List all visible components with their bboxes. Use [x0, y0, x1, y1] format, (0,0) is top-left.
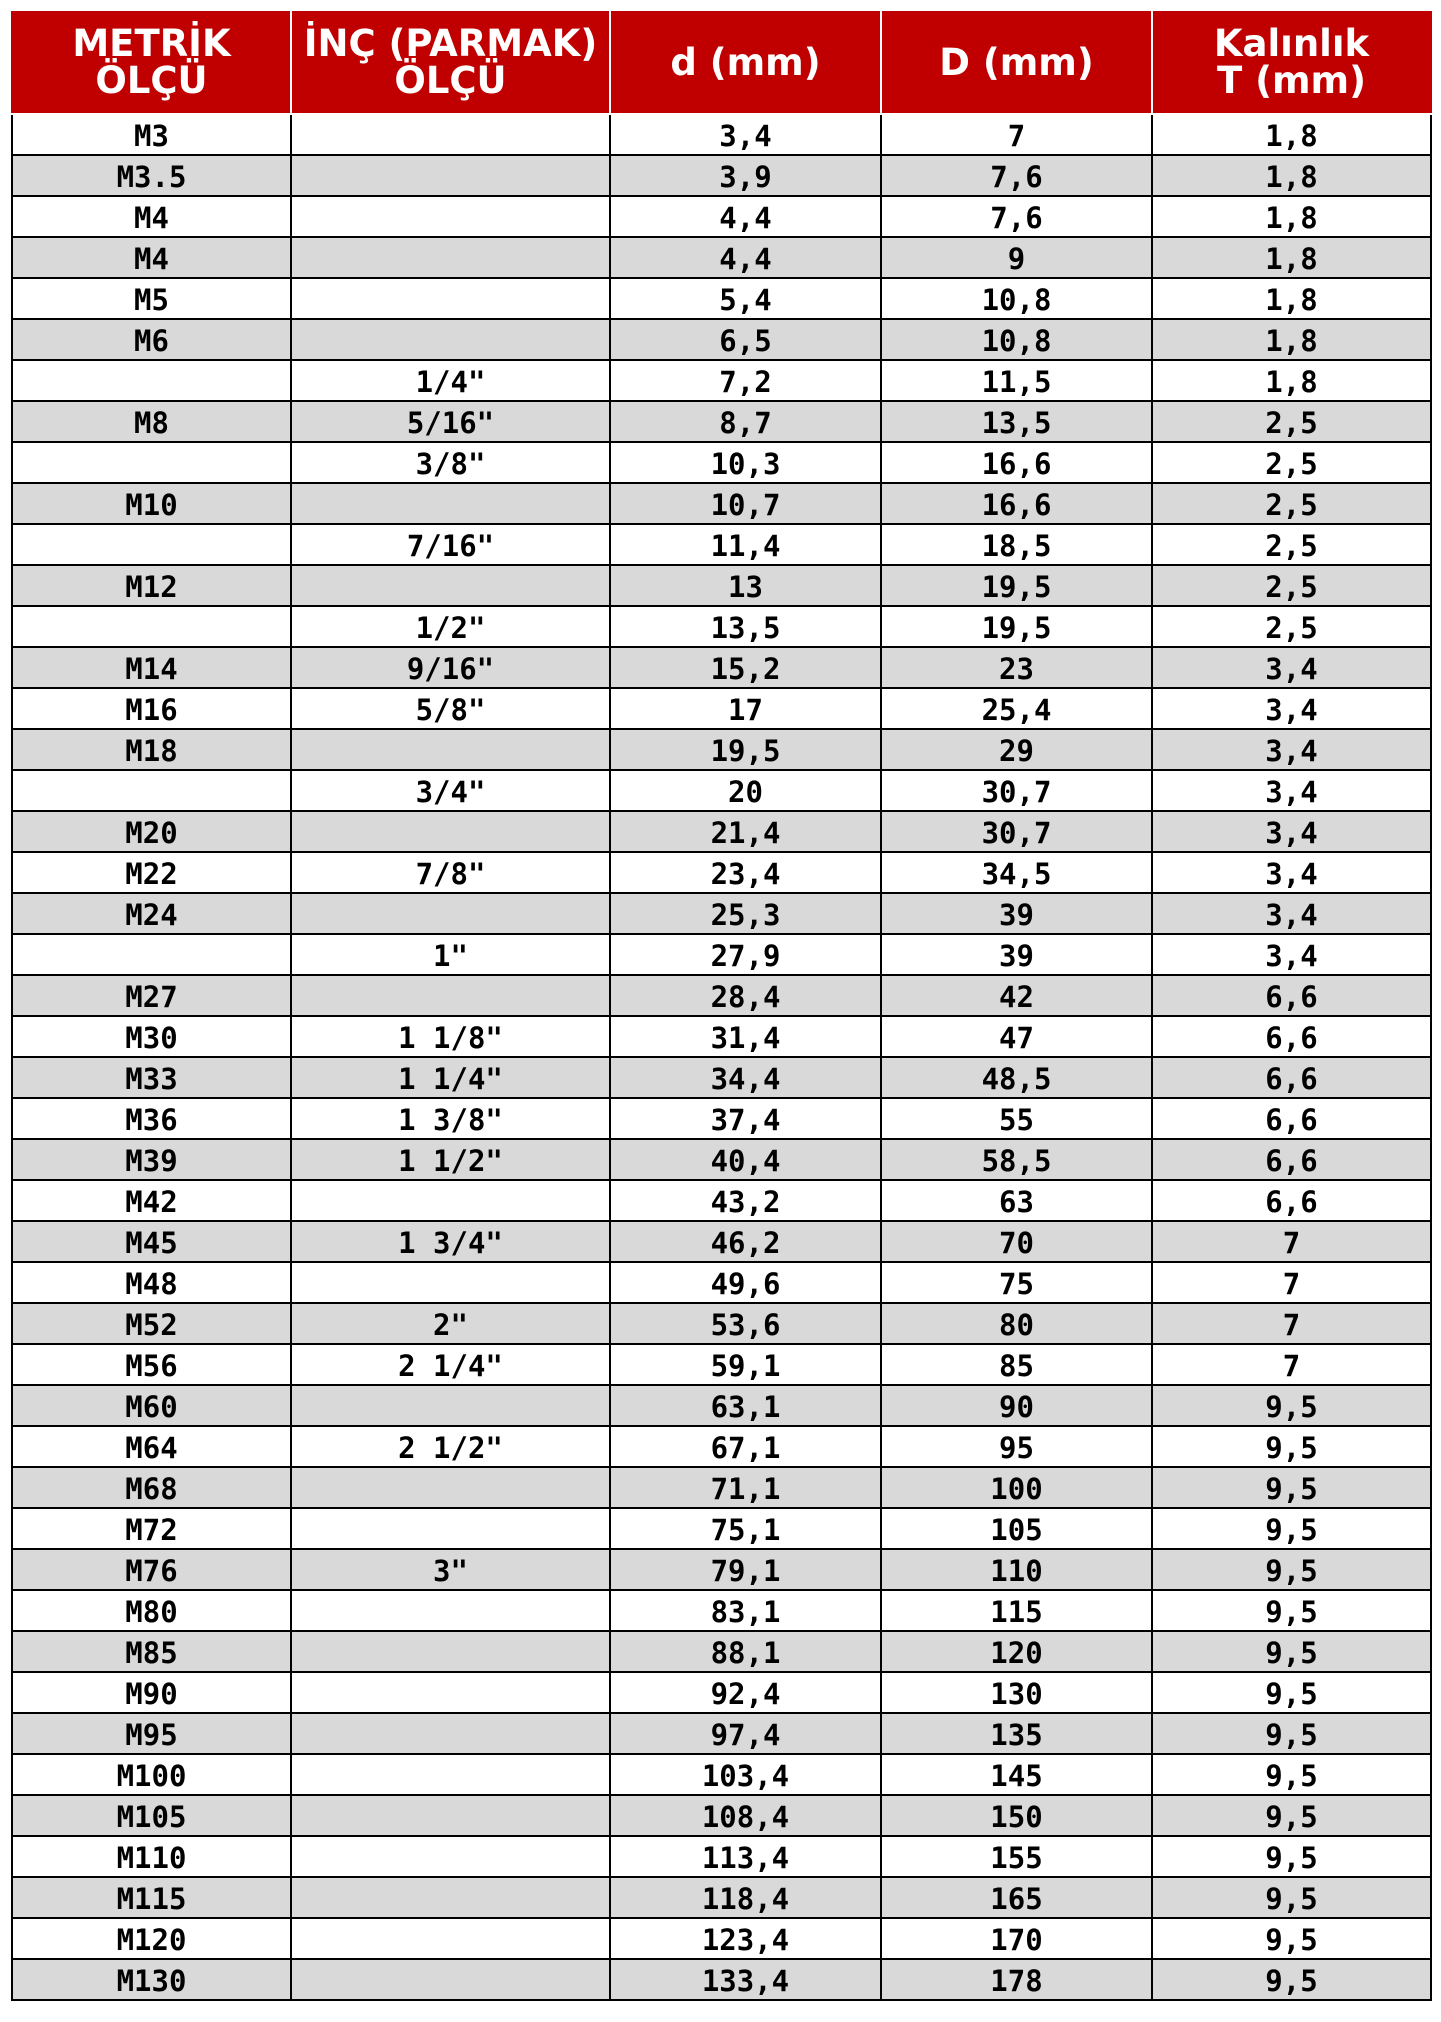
metric-size-cell: M22: [12, 852, 291, 893]
metric-size-cell: [12, 770, 291, 811]
thickness-cell: 9,5: [1152, 1549, 1431, 1590]
inch-size-cell: 3/4": [291, 770, 610, 811]
metric-size-cell: [12, 934, 291, 975]
outer-diameter-cell: 95: [881, 1426, 1152, 1467]
inch-size-cell: [291, 1262, 610, 1303]
metric-size-cell: M3: [12, 114, 291, 155]
inch-size-cell: 1/2": [291, 606, 610, 647]
inch-size-cell: 1 3/4": [291, 1221, 610, 1262]
outer-diameter-cell: 39: [881, 934, 1152, 975]
outer-diameter-cell: 115: [881, 1590, 1152, 1631]
inner-diameter-cell: 28,4: [610, 975, 881, 1016]
metric-size-cell: [12, 606, 291, 647]
header-metric-line1: METRİK: [72, 22, 231, 65]
metric-size-cell: [12, 442, 291, 483]
table-row: [12, 1426, 1431, 1467]
inner-diameter-cell: 108,4: [610, 1795, 881, 1836]
inner-diameter-cell: 7,2: [610, 360, 881, 401]
inner-diameter-cell: 118,4: [610, 1877, 881, 1918]
inch-size-cell: [291, 1467, 610, 1508]
header-inner-diameter: [610, 11, 881, 114]
inner-diameter-cell: 63,1: [610, 1385, 881, 1426]
outer-diameter-cell: 18,5: [881, 524, 1152, 565]
thickness-cell: 9,5: [1152, 1918, 1431, 1959]
metric-size-cell: M24: [12, 893, 291, 934]
table-row: [12, 401, 1431, 442]
table-row: [12, 237, 1431, 278]
metric-size-cell: M20: [12, 811, 291, 852]
inch-size-cell: 9/16": [291, 647, 610, 688]
outer-diameter-cell: 39: [881, 893, 1152, 934]
table-row: [12, 770, 1431, 811]
thickness-cell: 9,5: [1152, 1508, 1431, 1549]
metric-size-cell: M5: [12, 278, 291, 319]
table-row: [12, 1057, 1431, 1098]
inner-diameter-cell: 92,4: [610, 1672, 881, 1713]
metric-size-cell: M45: [12, 1221, 291, 1262]
inch-size-cell: [291, 1836, 610, 1877]
metric-size-cell: M16: [12, 688, 291, 729]
thickness-cell: 1,8: [1152, 237, 1431, 278]
outer-diameter-cell: 58,5: [881, 1139, 1152, 1180]
outer-diameter-cell: 34,5: [881, 852, 1152, 893]
header-metric-size: [12, 11, 291, 114]
inch-size-cell: 5/16": [291, 401, 610, 442]
metric-size-cell: M110: [12, 1836, 291, 1877]
table-row: [12, 196, 1431, 237]
inch-size-cell: [291, 1877, 610, 1918]
thickness-cell: 9,5: [1152, 1426, 1431, 1467]
outer-diameter-cell: 55: [881, 1098, 1152, 1139]
inch-size-cell: [291, 278, 610, 319]
table-row: [12, 729, 1431, 770]
inner-diameter-cell: 19,5: [610, 729, 881, 770]
inch-size-cell: [291, 1795, 610, 1836]
inner-diameter-cell: 21,4: [610, 811, 881, 852]
thickness-cell: 3,4: [1152, 647, 1431, 688]
inner-diameter-cell: 113,4: [610, 1836, 881, 1877]
inner-diameter-cell: 8,7: [610, 401, 881, 442]
inner-diameter-cell: 6,5: [610, 319, 881, 360]
header-metric-line2: ÖLÇÜ: [95, 59, 208, 102]
inner-diameter-cell: 83,1: [610, 1590, 881, 1631]
outer-diameter-cell: 85: [881, 1344, 1152, 1385]
outer-diameter-cell: 30,7: [881, 811, 1152, 852]
inch-size-cell: 1 1/4": [291, 1057, 610, 1098]
inner-diameter-cell: 13: [610, 565, 881, 606]
inch-size-cell: 2 1/2": [291, 1426, 610, 1467]
inch-size-cell: [291, 975, 610, 1016]
table-row: [12, 893, 1431, 934]
inner-diameter-cell: 34,4: [610, 1057, 881, 1098]
inner-diameter-cell: 11,4: [610, 524, 881, 565]
inch-size-cell: [291, 114, 610, 155]
table-row: [12, 319, 1431, 360]
metric-size-cell: M85: [12, 1631, 291, 1672]
thickness-cell: 1,8: [1152, 114, 1431, 155]
inner-diameter-cell: 133,4: [610, 1959, 881, 2000]
table-row: [12, 1344, 1431, 1385]
inch-size-cell: [291, 196, 610, 237]
outer-diameter-cell: 16,6: [881, 483, 1152, 524]
thickness-cell: 9,5: [1152, 1713, 1431, 1754]
inner-diameter-cell: 71,1: [610, 1467, 881, 1508]
thickness-cell: 7: [1152, 1303, 1431, 1344]
thickness-cell: 7: [1152, 1344, 1431, 1385]
inch-size-cell: [291, 729, 610, 770]
inch-size-cell: 7/16": [291, 524, 610, 565]
outer-diameter-cell: 9: [881, 237, 1152, 278]
inch-size-cell: [291, 893, 610, 934]
inner-diameter-cell: 17: [610, 688, 881, 729]
inch-size-cell: [291, 237, 610, 278]
outer-diameter-cell: 80: [881, 1303, 1152, 1344]
metric-size-cell: M12: [12, 565, 291, 606]
table-row: [12, 1959, 1431, 2000]
table-row: [12, 1221, 1431, 1262]
header-outer-diameter-label: D (mm): [939, 40, 1094, 84]
outer-diameter-cell: 155: [881, 1836, 1152, 1877]
inner-diameter-cell: 59,1: [610, 1344, 881, 1385]
table-row: [12, 1016, 1431, 1057]
metric-size-cell: M18: [12, 729, 291, 770]
inner-diameter-cell: 37,4: [610, 1098, 881, 1139]
outer-diameter-cell: 29: [881, 729, 1152, 770]
inch-size-cell: 2": [291, 1303, 610, 1344]
inner-diameter-cell: 13,5: [610, 606, 881, 647]
metric-size-cell: M80: [12, 1590, 291, 1631]
inner-diameter-cell: 4,4: [610, 196, 881, 237]
outer-diameter-cell: 13,5: [881, 401, 1152, 442]
header-row: [12, 11, 1431, 114]
metric-size-cell: [12, 360, 291, 401]
outer-diameter-cell: 130: [881, 1672, 1152, 1713]
thickness-cell: 3,4: [1152, 729, 1431, 770]
metric-size-cell: M130: [12, 1959, 291, 2000]
outer-diameter-cell: 105: [881, 1508, 1152, 1549]
inner-diameter-cell: 49,6: [610, 1262, 881, 1303]
inner-diameter-cell: 75,1: [610, 1508, 881, 1549]
inner-diameter-cell: 88,1: [610, 1631, 881, 1672]
thickness-cell: 2,5: [1152, 606, 1431, 647]
inner-diameter-cell: 103,4: [610, 1754, 881, 1795]
table-row: [12, 1754, 1431, 1795]
outer-diameter-cell: 23: [881, 647, 1152, 688]
header-inch-line2: ÖLÇÜ: [394, 59, 507, 102]
inch-size-cell: [291, 565, 610, 606]
outer-diameter-cell: 11,5: [881, 360, 1152, 401]
outer-diameter-cell: 48,5: [881, 1057, 1152, 1098]
outer-diameter-cell: 165: [881, 1877, 1152, 1918]
inch-size-cell: [291, 1631, 610, 1672]
inner-diameter-cell: 10,3: [610, 442, 881, 483]
metric-size-cell: M27: [12, 975, 291, 1016]
table-row: [12, 360, 1431, 401]
metric-size-cell: M6: [12, 319, 291, 360]
inch-size-cell: [291, 319, 610, 360]
thickness-cell: 9,5: [1152, 1877, 1431, 1918]
inch-size-cell: 2 1/4": [291, 1344, 610, 1385]
table-row: [12, 278, 1431, 319]
table-row: [12, 1508, 1431, 1549]
header-outer-diameter: [881, 11, 1152, 114]
outer-diameter-cell: 63: [881, 1180, 1152, 1221]
outer-diameter-cell: 135: [881, 1713, 1152, 1754]
table-row: [12, 688, 1431, 729]
thickness-cell: 1,8: [1152, 155, 1431, 196]
outer-diameter-cell: 16,6: [881, 442, 1152, 483]
inch-size-cell: [291, 483, 610, 524]
metric-size-cell: M33: [12, 1057, 291, 1098]
metric-size-cell: M48: [12, 1262, 291, 1303]
inner-diameter-cell: 97,4: [610, 1713, 881, 1754]
inch-size-cell: 3/8": [291, 442, 610, 483]
table-body: [12, 114, 1431, 2000]
metric-size-cell: M52: [12, 1303, 291, 1344]
metric-size-cell: M68: [12, 1467, 291, 1508]
size-table-wrapper: [11, 11, 1430, 2001]
inch-size-cell: [291, 1180, 610, 1221]
inner-diameter-cell: 10,7: [610, 483, 881, 524]
table-row: [12, 811, 1431, 852]
metric-size-cell: M64: [12, 1426, 291, 1467]
outer-diameter-cell: 75: [881, 1262, 1152, 1303]
header-thickness-line1: Kalınlık: [1213, 22, 1370, 65]
thickness-cell: 3,4: [1152, 770, 1431, 811]
metric-size-cell: M76: [12, 1549, 291, 1590]
thickness-cell: 3,4: [1152, 934, 1431, 975]
table-row: [12, 114, 1431, 155]
inner-diameter-cell: 23,4: [610, 852, 881, 893]
inch-size-cell: [291, 1508, 610, 1549]
thickness-cell: 9,5: [1152, 1959, 1431, 2000]
thickness-cell: 6,6: [1152, 1098, 1431, 1139]
table-row: [12, 975, 1431, 1016]
inch-size-cell: 1 1/2": [291, 1139, 610, 1180]
thickness-cell: 2,5: [1152, 565, 1431, 606]
metric-size-cell: M4: [12, 237, 291, 278]
thickness-cell: 1,8: [1152, 360, 1431, 401]
metric-size-cell: M115: [12, 1877, 291, 1918]
thickness-cell: 9,5: [1152, 1795, 1431, 1836]
inch-size-cell: [291, 155, 610, 196]
metric-size-cell: M8: [12, 401, 291, 442]
thickness-cell: 3,4: [1152, 852, 1431, 893]
header-inner-diameter-label: d (mm): [670, 40, 821, 84]
metric-size-cell: M120: [12, 1918, 291, 1959]
table-row: [12, 1303, 1431, 1344]
inner-diameter-cell: 4,4: [610, 237, 881, 278]
outer-diameter-cell: 145: [881, 1754, 1152, 1795]
inch-size-cell: [291, 1918, 610, 1959]
metric-size-cell: M60: [12, 1385, 291, 1426]
table-row: [12, 1180, 1431, 1221]
thickness-cell: 2,5: [1152, 524, 1431, 565]
table-row: [12, 606, 1431, 647]
table-row: [12, 1877, 1431, 1918]
thickness-cell: 9,5: [1152, 1467, 1431, 1508]
thickness-cell: 1,8: [1152, 319, 1431, 360]
outer-diameter-cell: 25,4: [881, 688, 1152, 729]
header-thickness: [1152, 11, 1431, 114]
metric-size-cell: M36: [12, 1098, 291, 1139]
header-inch-size: [291, 11, 610, 114]
thickness-cell: 6,6: [1152, 975, 1431, 1016]
metric-size-cell: [12, 524, 291, 565]
inch-size-cell: 1 3/8": [291, 1098, 610, 1139]
inch-size-cell: [291, 1959, 610, 2000]
table-row: [12, 1262, 1431, 1303]
table-row: [12, 1713, 1431, 1754]
metric-size-cell: M42: [12, 1180, 291, 1221]
thickness-cell: 9,5: [1152, 1672, 1431, 1713]
thickness-cell: 2,5: [1152, 483, 1431, 524]
outer-diameter-cell: 178: [881, 1959, 1152, 2000]
washer-size-table: [11, 11, 1432, 2001]
metric-size-cell: M90: [12, 1672, 291, 1713]
table-row: [12, 1098, 1431, 1139]
thickness-cell: 9,5: [1152, 1590, 1431, 1631]
outer-diameter-cell: 10,8: [881, 278, 1152, 319]
thickness-cell: 1,8: [1152, 196, 1431, 237]
thickness-cell: 2,5: [1152, 401, 1431, 442]
outer-diameter-cell: 90: [881, 1385, 1152, 1426]
outer-diameter-cell: 19,5: [881, 565, 1152, 606]
inch-size-cell: [291, 1590, 610, 1631]
inch-size-cell: [291, 1713, 610, 1754]
table-row: [12, 524, 1431, 565]
metric-size-cell: M4: [12, 196, 291, 237]
table-row: [12, 483, 1431, 524]
header-inch-line1: İNÇ (PARMAK): [303, 22, 598, 65]
thickness-cell: 3,4: [1152, 688, 1431, 729]
thickness-cell: 3,4: [1152, 811, 1431, 852]
inner-diameter-cell: 40,4: [610, 1139, 881, 1180]
table-row: [12, 647, 1431, 688]
outer-diameter-cell: 70: [881, 1221, 1152, 1262]
inch-size-cell: 1": [291, 934, 610, 975]
table-row: [12, 442, 1431, 483]
metric-size-cell: M95: [12, 1713, 291, 1754]
table-row: [12, 1590, 1431, 1631]
thickness-cell: 9,5: [1152, 1385, 1431, 1426]
table-row: [12, 1467, 1431, 1508]
metric-size-cell: M3.5: [12, 155, 291, 196]
thickness-cell: 3,4: [1152, 893, 1431, 934]
metric-size-cell: M14: [12, 647, 291, 688]
outer-diameter-cell: 30,7: [881, 770, 1152, 811]
thickness-cell: 9,5: [1152, 1754, 1431, 1795]
inner-diameter-cell: 15,2: [610, 647, 881, 688]
outer-diameter-cell: 150: [881, 1795, 1152, 1836]
thickness-cell: 7: [1152, 1262, 1431, 1303]
thickness-cell: 6,6: [1152, 1180, 1431, 1221]
metric-size-cell: M10: [12, 483, 291, 524]
table-row: [12, 1672, 1431, 1713]
inch-size-cell: 3": [291, 1549, 610, 1590]
table-row: [12, 565, 1431, 606]
table-header: [12, 11, 1431, 114]
metric-size-cell: M30: [12, 1016, 291, 1057]
inner-diameter-cell: 46,2: [610, 1221, 881, 1262]
inner-diameter-cell: 43,2: [610, 1180, 881, 1221]
metric-size-cell: M105: [12, 1795, 291, 1836]
thickness-cell: 1,8: [1152, 278, 1431, 319]
table-row: [12, 934, 1431, 975]
metric-size-cell: M100: [12, 1754, 291, 1795]
table-row: [12, 1631, 1431, 1672]
outer-diameter-cell: 7,6: [881, 155, 1152, 196]
inch-size-cell: [291, 811, 610, 852]
inner-diameter-cell: 5,4: [610, 278, 881, 319]
outer-diameter-cell: 10,8: [881, 319, 1152, 360]
outer-diameter-cell: 7,6: [881, 196, 1152, 237]
inner-diameter-cell: 53,6: [610, 1303, 881, 1344]
header-thickness-line2: T (mm): [1216, 59, 1367, 102]
inch-size-cell: [291, 1672, 610, 1713]
inner-diameter-cell: 20: [610, 770, 881, 811]
outer-diameter-cell: 170: [881, 1918, 1152, 1959]
outer-diameter-cell: 7: [881, 114, 1152, 155]
inner-diameter-cell: 25,3: [610, 893, 881, 934]
thickness-cell: 2,5: [1152, 442, 1431, 483]
table-row: [12, 1385, 1431, 1426]
inch-size-cell: 1 1/8": [291, 1016, 610, 1057]
table-row: [12, 1918, 1431, 1959]
thickness-cell: 6,6: [1152, 1139, 1431, 1180]
outer-diameter-cell: 47: [881, 1016, 1152, 1057]
inner-diameter-cell: 31,4: [610, 1016, 881, 1057]
outer-diameter-cell: 120: [881, 1631, 1152, 1672]
table-row: [12, 155, 1431, 196]
inch-size-cell: 7/8": [291, 852, 610, 893]
inch-size-cell: 1/4": [291, 360, 610, 401]
thickness-cell: 9,5: [1152, 1836, 1431, 1877]
inch-size-cell: 5/8": [291, 688, 610, 729]
metric-size-cell: M56: [12, 1344, 291, 1385]
inner-diameter-cell: 67,1: [610, 1426, 881, 1467]
inner-diameter-cell: 123,4: [610, 1918, 881, 1959]
metric-size-cell: M39: [12, 1139, 291, 1180]
outer-diameter-cell: 19,5: [881, 606, 1152, 647]
table-row: [12, 1795, 1431, 1836]
thickness-cell: 9,5: [1152, 1631, 1431, 1672]
table-row: [12, 852, 1431, 893]
inner-diameter-cell: 3,9: [610, 155, 881, 196]
outer-diameter-cell: 42: [881, 975, 1152, 1016]
inner-diameter-cell: 3,4: [610, 114, 881, 155]
outer-diameter-cell: 110: [881, 1549, 1152, 1590]
metric-size-cell: M72: [12, 1508, 291, 1549]
inch-size-cell: [291, 1385, 610, 1426]
outer-diameter-cell: 100: [881, 1467, 1152, 1508]
thickness-cell: 6,6: [1152, 1016, 1431, 1057]
inner-diameter-cell: 79,1: [610, 1549, 881, 1590]
table-row: [12, 1836, 1431, 1877]
inch-size-cell: [291, 1754, 610, 1795]
inner-diameter-cell: 27,9: [610, 934, 881, 975]
table-row: [12, 1139, 1431, 1180]
table-row: [12, 1549, 1431, 1590]
thickness-cell: 7: [1152, 1221, 1431, 1262]
thickness-cell: 6,6: [1152, 1057, 1431, 1098]
